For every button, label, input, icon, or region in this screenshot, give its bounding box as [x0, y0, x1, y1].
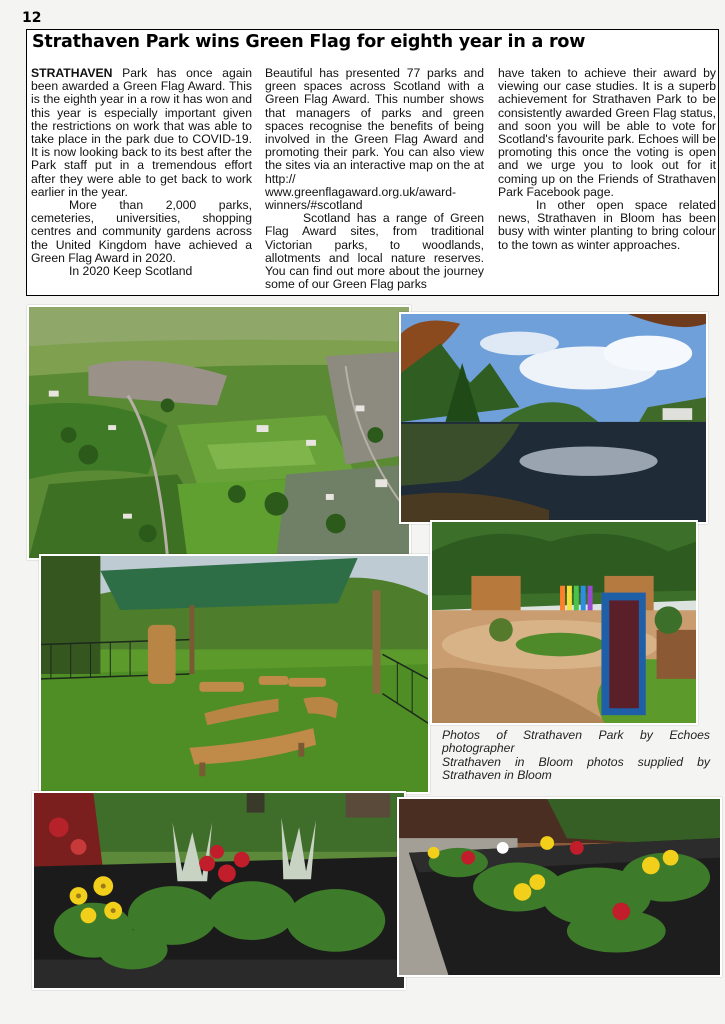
planter-photo-right [397, 797, 722, 977]
paragraph [31, 67, 252, 199]
seating-photo [39, 554, 430, 794]
paragraph: In other open space related news, Strathaven in Bloom has been busy with winter planting to bring colour to the town as winter approaches. [498, 198, 716, 252]
caption-line: Strathaven in Bloom photos supplied by Strathaven in Bloom [442, 754, 710, 783]
caption-line: Photos of Strathaven Park by Echoes photographer [442, 728, 710, 756]
paragraph: More than 2,000 parks, cemeteries, universities, shopping centres and community gardens across the United Kingdom have achieved a Green Flag Award in 2020. [31, 198, 252, 265]
garden-photo [430, 520, 698, 725]
headline: Strathaven Park wins Green Flag for eighth year in a row [32, 32, 586, 52]
paragraph: In 2020 Keep Scotland [69, 264, 193, 279]
lead-word: STRATHAVEN [31, 66, 113, 80]
pond-photo [399, 312, 708, 524]
paragraph-text: Park has once again been awarded a Green Flag Award. This is the eighth year in a row it has won and this year is especially important given the restrictions on work that was able to take place in the park due to COVID-19. It is now looking back to its best after the Park staff put in a tremendous effort after they were able to get back to work earlier in the year. [31, 66, 252, 199]
page-number: 12 [22, 10, 42, 26]
aerial-photo [27, 305, 411, 560]
planter-photo-left [32, 791, 406, 990]
article-column-2 [265, 67, 484, 291]
photo-caption [442, 729, 710, 783]
paragraph: have taken to achieve their award by viewing our case studies. It is a superb achievement for Strathaven Park to be consistently awarded Green Flag status, and soon you will be able to vote for Scotland's favourite park. Echoes will be promoting this once the voting is open and we urge you to look out for it coming up on the Friends of Strathaven Park Facebook page. [498, 66, 716, 199]
article-column-3 [498, 67, 716, 252]
paragraph: Scotland has a range of Green Flag Award sites, from traditional Victorian parks, to woodlands, allotments and local nature reserves. You can find out more about the journey some of our Green Flag parks [265, 211, 484, 292]
article-box [26, 29, 719, 296]
article-column-1 [31, 67, 252, 278]
paragraph: Beautiful has presented 77 parks and green spaces across Scotland with a Green Flag Award. This number shows that managers of parks and green spaces recognise the benefits of being involved in the Green Flag Award and promoting their park. You can also view the sites via an interactive map on the at http:// www.greenflagaward.org.uk/award-winners/#scotland [265, 66, 484, 213]
